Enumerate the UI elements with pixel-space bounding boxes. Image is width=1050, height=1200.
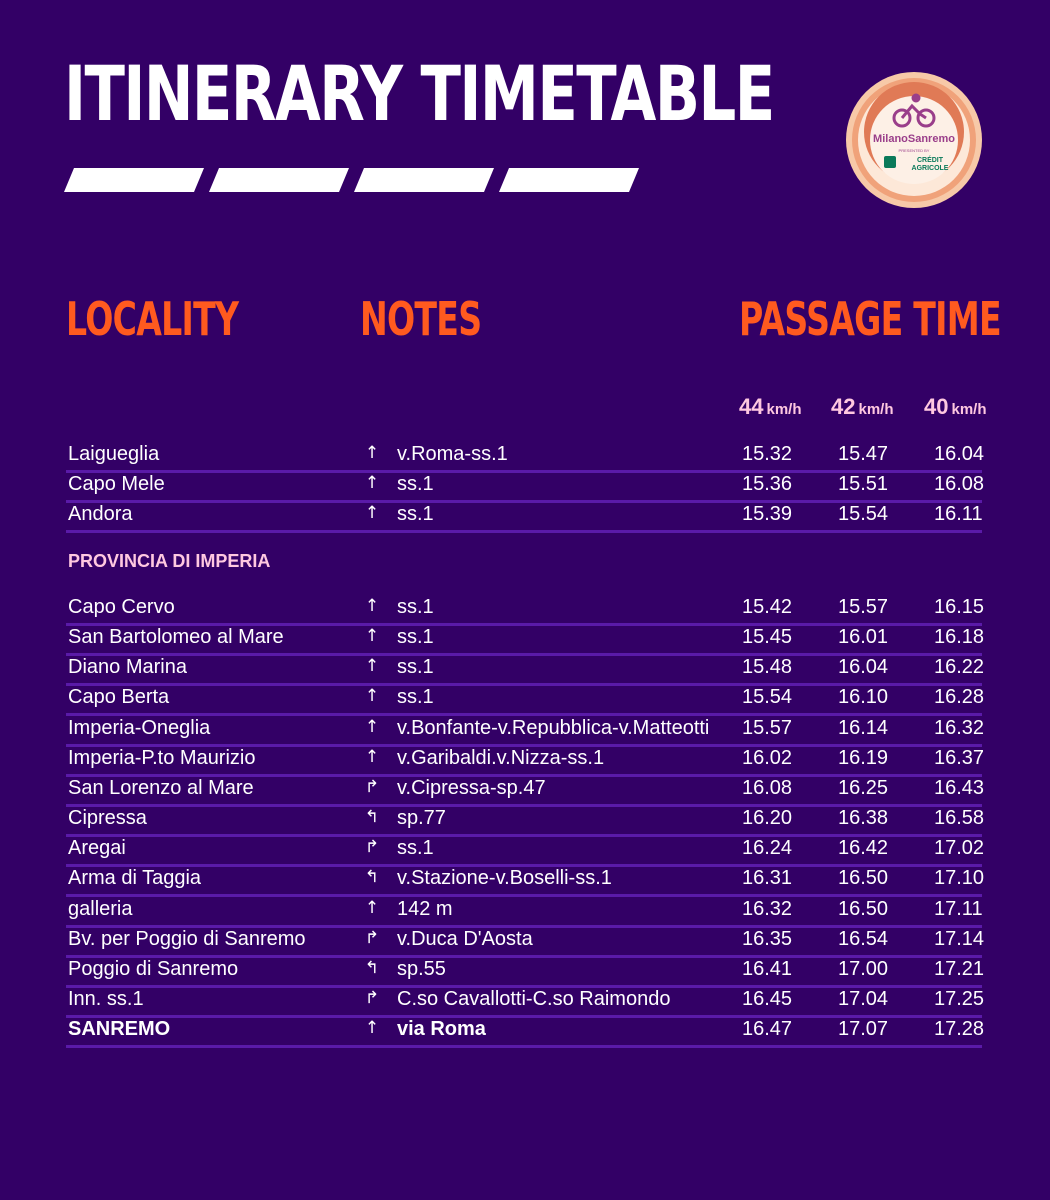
direction-arrow-icon: ↰ — [364, 807, 380, 828]
notes-cell: v.Roma-ss.1 — [397, 443, 508, 465]
time-40-cell: 17.02 — [934, 837, 985, 860]
table-row — [66, 684, 985, 714]
time-40-cell: 17.11 — [934, 897, 983, 920]
direction-arrow-icon: ↑ — [364, 596, 380, 616]
time-40-cell: 16.28 — [934, 686, 985, 709]
direction-arrow-icon: ↑ — [364, 716, 380, 737]
time-42-cell: 16.10 — [838, 686, 889, 709]
notes-cell: v.Stazione-v.Boselli-ss.1 — [397, 867, 612, 890]
notes-cell: ss.1 — [397, 596, 434, 618]
locality-cell: Aregai — [68, 837, 126, 860]
table-row — [66, 471, 985, 501]
direction-arrow-icon: ↑ — [364, 473, 380, 494]
notes-cell: ss.1 — [397, 656, 434, 679]
direction-arrow-icon: ↑ — [364, 503, 380, 524]
direction-arrow-icon: ↑ — [364, 626, 380, 647]
direction-arrow-icon: ↱ — [364, 987, 380, 1008]
milano-sanremo-logo — [840, 70, 988, 210]
time-40-cell: 16.43 — [934, 776, 985, 799]
time-40-cell: 17.14 — [934, 927, 985, 950]
locality-cell: Imperia-P.to Maurizio — [68, 746, 256, 769]
locality-cell: San Lorenzo al Mare — [68, 776, 254, 799]
time-44-cell: 16.20 — [742, 807, 793, 830]
time-44-cell: 15.32 — [742, 443, 793, 465]
direction-arrow-icon: ↱ — [364, 837, 380, 858]
locality-cell: Arma di Taggia — [68, 867, 202, 890]
notes-cell: ss.1 — [397, 473, 434, 496]
notes-cell: v.Duca D'Aosta — [397, 927, 533, 950]
locality-cell: Andora — [68, 503, 133, 526]
time-44-cell: 16.32 — [742, 897, 793, 920]
notes-cell: v.Bonfante-v.Repubblica-v.Matteotti — [397, 716, 710, 739]
time-42-cell: 16.42 — [838, 837, 889, 860]
notes-cell: ss.1 — [397, 837, 434, 860]
table-row — [66, 1016, 985, 1046]
direction-arrow-icon: ↱ — [364, 927, 380, 948]
row-divider — [66, 530, 982, 533]
time-44-cell: 16.35 — [742, 927, 793, 950]
time-44-cell: 15.45 — [742, 626, 793, 649]
table-row — [66, 896, 982, 926]
table-row — [66, 835, 985, 865]
locality-column-header: LOCALITY — [66, 292, 239, 346]
table-row — [66, 501, 982, 531]
time-42-cell: 16.50 — [838, 867, 889, 890]
locality-cell: Poggio di Sanremo — [68, 957, 239, 980]
direction-arrow-icon: ↑ — [364, 656, 380, 677]
passage-time-column-header: PASSAGE TIME — [739, 292, 1001, 346]
table-row — [66, 986, 985, 1016]
table-row — [66, 926, 985, 956]
speed-42-header: 42 km/h — [831, 394, 894, 419]
time-40-cell: 16.04 — [934, 443, 985, 465]
time-42-cell: 15.54 — [838, 503, 889, 526]
time-42-cell: 16.38 — [838, 807, 889, 830]
direction-arrow-icon: ↰ — [364, 867, 380, 888]
notes-cell: via Roma — [397, 1018, 486, 1041]
time-42-cell: 15.47 — [838, 443, 889, 465]
direction-arrow-icon: ↑ — [364, 686, 380, 707]
svg-text:AGRICOLE: AGRICOLE — [911, 165, 949, 172]
direction-arrow-icon: ↰ — [364, 957, 380, 978]
locality-cell: San Bartolomeo al Mare — [68, 626, 284, 649]
notes-cell: 142 m — [397, 897, 453, 920]
notes-cell: ss.1 — [397, 503, 434, 526]
notes-cell: sp.77 — [397, 807, 446, 830]
time-44-cell: 15.42 — [742, 596, 793, 618]
table-row — [66, 654, 985, 684]
notes-cell: ss.1 — [397, 686, 434, 709]
time-40-cell: 16.32 — [934, 716, 985, 739]
locality-cell: Bv. per Poggio di Sanremo — [68, 927, 306, 950]
direction-arrow-icon: ↑ — [364, 746, 380, 767]
time-40-cell: 16.08 — [934, 473, 985, 496]
locality-cell: Laigueglia — [68, 443, 160, 465]
time-44-cell: 16.31 — [742, 867, 793, 890]
time-40-cell: 17.25 — [934, 987, 985, 1010]
page-title: ITINERARY TIMETABLE — [64, 49, 774, 138]
time-42-cell: 17.04 — [838, 987, 889, 1010]
time-40-cell: 17.10 — [934, 867, 985, 890]
direction-arrow-icon: ↑ — [364, 897, 380, 918]
time-44-cell: 15.48 — [742, 656, 793, 679]
time-42-cell: 15.51 — [838, 473, 889, 496]
time-40-cell: 16.58 — [934, 807, 985, 830]
time-40-cell: 17.28 — [934, 1018, 985, 1041]
time-42-cell: 16.25 — [838, 776, 889, 799]
locality-cell: Capo Berta — [68, 686, 170, 709]
time-40-cell: 16.18 — [934, 626, 985, 649]
locality-cell: Inn. ss.1 — [68, 987, 144, 1010]
time-44-cell: 16.41 — [742, 957, 793, 980]
notes-cell: ss.1 — [397, 626, 434, 649]
time-42-cell: 16.04 — [838, 656, 889, 679]
time-40-cell: 17.21 — [934, 957, 985, 980]
time-44-cell: 15.39 — [742, 503, 793, 526]
time-42-cell: 16.50 — [838, 897, 889, 920]
time-42-cell: 16.19 — [838, 746, 889, 769]
time-44-cell: 16.08 — [742, 776, 793, 799]
notes-cell: C.so Cavallotti-C.so Raimondo — [397, 987, 671, 1010]
speed-40-header: 40 km/h — [924, 394, 987, 419]
table-row — [66, 624, 985, 654]
province-section-label: PROVINCIA DI IMPERIA — [68, 551, 271, 571]
table-row — [66, 441, 985, 471]
time-40-cell: 16.11 — [934, 503, 983, 526]
locality-cell: Cipressa — [68, 807, 147, 830]
direction-arrow-icon: ↑ — [364, 1018, 380, 1039]
locality-cell: SANREMO — [68, 1018, 171, 1041]
table-row — [66, 715, 985, 745]
locality-cell: Diano Marina — [68, 656, 187, 679]
table-row — [66, 594, 985, 624]
direction-arrow-icon: ↱ — [364, 776, 380, 797]
speed-44-header: 44 km/h — [739, 394, 802, 419]
notes-cell: v.Garibaldi.v.Nizza-ss.1 — [397, 746, 605, 769]
time-44-cell: 16.47 — [742, 1018, 793, 1041]
table-row — [66, 805, 985, 835]
row-divider — [66, 1045, 982, 1048]
time-42-cell: 17.00 — [838, 957, 889, 980]
time-44-cell: 16.02 — [742, 746, 793, 769]
time-44-cell: 15.36 — [742, 473, 793, 496]
time-42-cell: 17.07 — [838, 1018, 889, 1041]
time-44-cell: 16.24 — [742, 837, 793, 860]
table-row — [66, 956, 985, 986]
svg-text:PRESENTED BY: PRESENTED BY — [898, 148, 930, 153]
locality-cell: galleria — [68, 897, 133, 920]
svg-text:CRÉDIT: CRÉDIT — [916, 157, 944, 164]
time-40-cell: 16.22 — [934, 656, 985, 679]
time-42-cell: 16.14 — [838, 716, 889, 739]
locality-cell: Imperia-Oneglia — [68, 716, 211, 739]
time-44-cell: 15.57 — [742, 716, 793, 739]
logo-title: MilanoSanremo — [873, 133, 955, 145]
time-40-cell: 16.37 — [934, 746, 985, 769]
notes-column-header: NOTES — [360, 292, 482, 346]
time-44-cell: 15.54 — [742, 686, 793, 709]
notes-cell: sp.55 — [397, 957, 446, 980]
time-42-cell: 16.01 — [838, 626, 889, 649]
decorative-stripes — [64, 168, 644, 192]
direction-arrow-icon: ↑ — [364, 443, 380, 463]
locality-cell: Capo Mele — [68, 473, 165, 496]
time-40-cell: 16.15 — [934, 596, 985, 618]
time-42-cell: 15.57 — [838, 596, 889, 618]
table-row — [66, 865, 985, 895]
table-row — [66, 745, 985, 775]
notes-cell: v.Cipressa-sp.47 — [397, 776, 546, 799]
table-row — [66, 775, 985, 805]
time-44-cell: 16.45 — [742, 987, 793, 1010]
time-42-cell: 16.54 — [838, 927, 889, 950]
locality-cell: Capo Cervo — [68, 596, 175, 618]
